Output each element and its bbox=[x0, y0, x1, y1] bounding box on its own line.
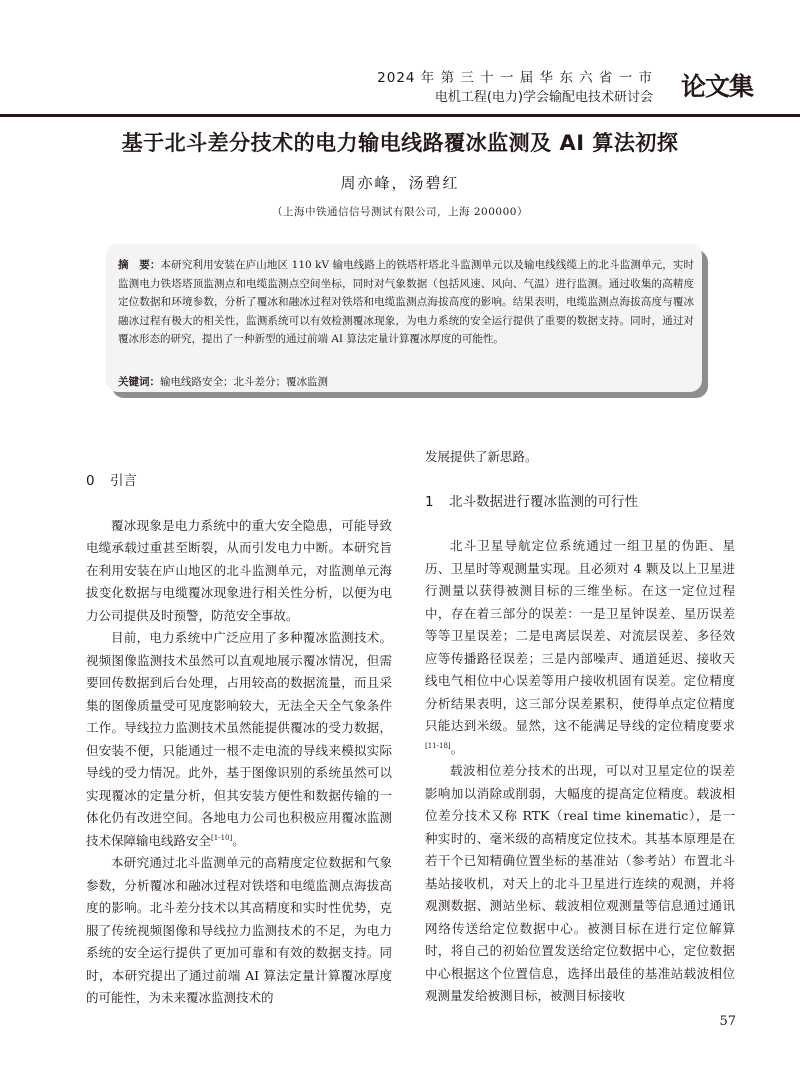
paper-title: 基于北斗差分技术的电力输电线路覆冰监测及 AI 算法初探 bbox=[121, 131, 679, 155]
page-number: 57 bbox=[719, 1014, 736, 1029]
paragraph: 覆冰现象是电力系统中的重大安全隐患，可能导致电缆承载过重甚至断裂，从而引发电力中断。本研究旨在利用安装在庐山地区的北斗监测单元，对监测单元海拔变化数据与电缆覆冰现象进行相关性分析，以便为电力公司提供及时预警，防范安全事故。 bbox=[86, 517, 392, 623]
journal-header bbox=[377, 64, 753, 108]
header-rule bbox=[0, 114, 800, 117]
keywords-label: 关键词： bbox=[118, 376, 160, 388]
proceedings-mark: 论文集 bbox=[680, 72, 753, 101]
keywords bbox=[118, 374, 328, 389]
abstract-label: 摘 要： bbox=[118, 259, 161, 271]
abstract-box bbox=[106, 244, 702, 392]
section-title: 北斗数据进行覆冰监测的可行性 bbox=[449, 493, 638, 510]
paragraph: 载波相位差分技术的出现，可以对卫星定位的误差影响加以消除或削弱，大幅度的提高定位精度。载波相位差分技术又称 RTK（real time kinematic），是一种实时的、毫米级的高精度定位技术。其基本原理是在若干个已知精确位置坐标的基准站（参考站）布置北斗基站接收机，对天上的北斗卫星进行连续的观测，并将观测数据、测站坐标、载波相位观测量等信息通过通讯网络传送给定位数据中心。被测目标在进行定位解算时，将自己的初始位置发送给定位数据中心，定位数据中心根据这个位置信息，选择出最佳的基准站载波相位观测量发给被测目标，被测目标接收 bbox=[425, 763, 735, 1003]
left-column bbox=[86, 470, 392, 1010]
paragraph: 北斗卫星导航定位系统通过一组卫星的伪距、星历、卫星时等观测量实现。且必须对 4 颗及以上卫星进行测量以获得被测目标的三维坐标。在这一定位过程中，存在着三部分的误差：一是卫星钟误差、星历误差等等卫星误差；二是电离层误差、对流层误差、多径效应等传播路径误差；三是内部噪声、通道延迟、接收天线电气相位中心误差等用户接收机固有误差。定位精度分析结果表明，这三部分误差累积，使得单点定位精度只能达到米级。显然，这不能满足导线的定位精度要求[11-18]。 bbox=[425, 538, 735, 756]
keywords-text: 输电线路安全；北斗差分；覆冰监测 bbox=[160, 376, 328, 388]
section-title: 引言 bbox=[110, 473, 137, 489]
abstract-text: 本研究利用安装在庐山地区 110 kV 输电线路上的铁塔杆塔北斗监测单元以及输电线线缆上的北斗监测单元，实时监测电力铁塔塔顶监测点和电缆监测点空间坐标，同时对气象数据（包括风速、风向、气温）进行监测。通过收集的高精度定位数据和环境参数，分析了覆冰和融冰过程对铁塔和电缆监测点海拔高度的影响。结果表明，电缆监测点海拔高度与覆冰融冰过程有极大的相关性，监测系统可以有效检测覆冰现象，为电力系统的安全运行提供了重要的数据支持。同时，通过对覆冰形态的研究，提出了一种新型的通过前端 AI 算法定量计算覆冰厚度的可能性。 bbox=[118, 259, 695, 345]
section-number: 0 bbox=[86, 473, 95, 489]
citation: [1-10] bbox=[211, 833, 233, 842]
abstract bbox=[118, 256, 694, 349]
paragraph: 目前，电力系统中广泛应用了多种覆冰监测技术。视频图像监测技术虽然可以直观地展示覆冰情况，但需要回传数据到后台处理，占用较高的数据流量，而且采集的图像质量受可见度影响较大，无法全天全气象条件工作。导线拉力监测技术虽然能提供覆冰的受力数据，但安装不便，只能通过一根不走电流的导线来模拟实际导线的受力情况。此外，基于图像识别的系统虽然可以实现覆冰的定量分析，但其安装方便性和数据传输的一体化仍有改进空间。各地电力公司也积极应用覆冰监测技术保障输电线路安全[1-10]。 bbox=[86, 630, 392, 848]
paragraph: 本研究通过北斗监测单元的高精度定位数据和气象参数，分析覆冰和融冰过程对铁塔和电缆监测点海拔高度的影响。北斗差分技术以其高精度和实时性优势，克服了传统视频图像和导线拉力监测技术的不足，为电力系统的安全运行提供了更加可靠和有效的数据支持。同时，本研究提出了通过前端 AI 算法定量计算覆冰厚度的可能性，为未来覆冰监测技术的 bbox=[86, 855, 392, 1005]
right-column bbox=[425, 446, 735, 1008]
paragraph: 发展提供了新思路。 bbox=[425, 449, 538, 464]
conference-subtitle: 电机工程(电力)学会输配电技术研讨会 bbox=[434, 90, 653, 105]
section-number: 1 bbox=[425, 493, 434, 510]
conference-name: 2024 年 第 三 十 一 届 华 东 六 省 一 市 bbox=[377, 70, 653, 86]
paper-authors: 周亦峰，汤碧红 bbox=[340, 174, 460, 192]
author-affiliation: （上海中铁通信信号测试有限公司，上海 200000） bbox=[272, 206, 528, 218]
citation: [11-18] bbox=[425, 741, 451, 750]
section-heading-1 bbox=[425, 491, 735, 514]
section-heading-0 bbox=[86, 470, 392, 493]
